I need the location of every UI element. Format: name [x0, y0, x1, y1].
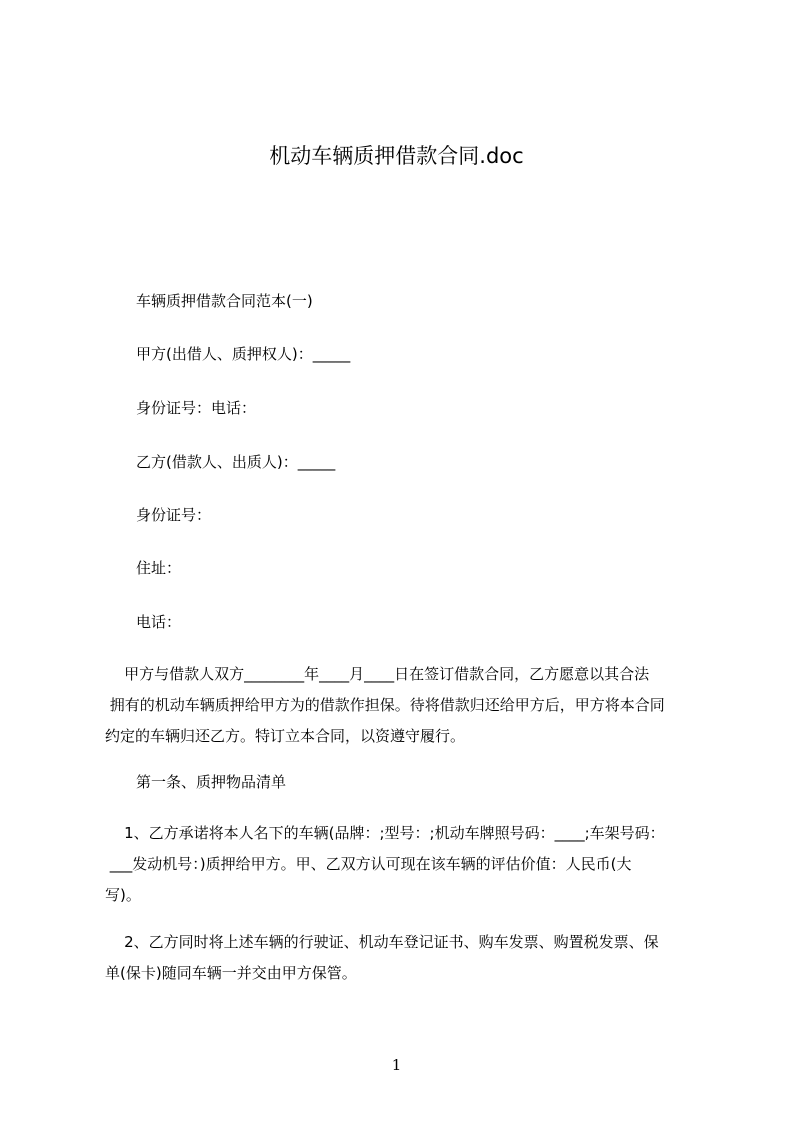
party-a-line: 甲方(出借人、质押权人)：_____	[136, 345, 351, 363]
party-b-line: 乙方(借款人、出质人)：_____	[136, 453, 336, 471]
contract-subtitle: 车辆质押借款合同范本(一)	[136, 292, 313, 310]
paragraph-line: ___发动机号：)质押给甲方。甲、乙双方认可现在该车辆的评估价值：人民币(大	[105, 855, 632, 873]
paragraph-line: 写)。	[105, 886, 141, 904]
paragraph-line: 单(保卡)随同车辆一并交由甲方保管。	[105, 964, 357, 982]
paragraph-line: 2、乙方同时将上述车辆的行驶证、机动车登记证书、购车发票、购置税发票、保	[105, 933, 659, 951]
paragraph-line: 甲方与借款人双方________年____月____日在签订借款合同，乙方愿意以其合法	[105, 665, 650, 683]
item-1-paragraph	[105, 818, 717, 911]
document-title: 机动车辆质押借款合同.doc	[269, 144, 524, 168]
party-b-id-line: 身份证号：	[136, 506, 212, 524]
section-heading: 第一条、质押物品清单	[136, 773, 287, 791]
paragraph-line: 拥有的机动车辆质押给甲方为的借款作担保。待将借款归还给甲方后，甲方将本合同	[105, 696, 665, 714]
party-b-address-line: 住址：	[136, 559, 182, 577]
party-b-phone-line: 电话：	[136, 613, 182, 631]
paragraph-line: 1、乙方承诺将本人名下的车辆(品牌：;型号：;机动车牌照号码：____;车架号码：	[105, 824, 665, 842]
intro-paragraph	[105, 659, 717, 752]
page-number: 1	[391, 1056, 402, 1074]
item-2-paragraph	[105, 927, 717, 989]
paragraph-line: 约定的车辆归还乙方。特订立本合同，以资遵守履行。	[105, 727, 466, 745]
party-a-id-phone-line: 身份证号：电话：	[136, 399, 257, 417]
